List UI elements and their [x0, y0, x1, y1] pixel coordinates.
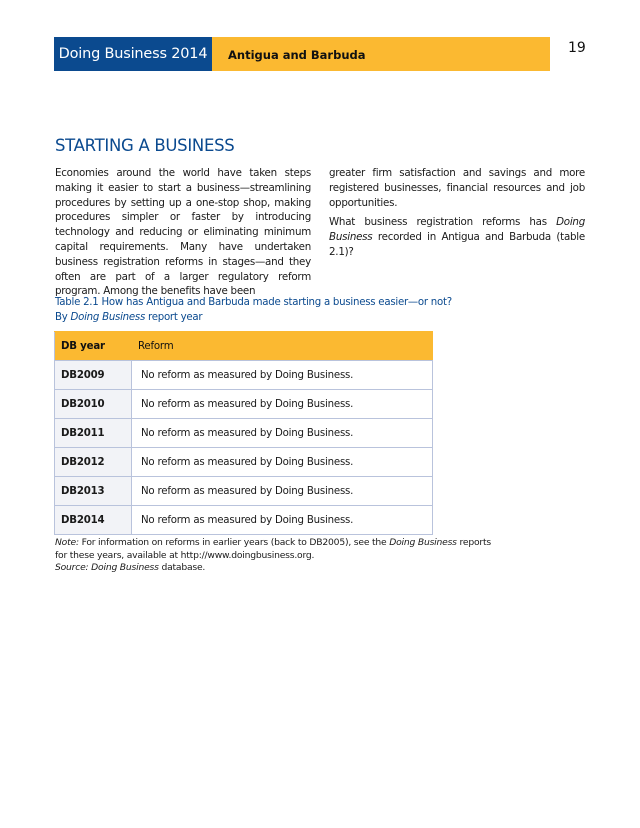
- reforms-table: [54, 331, 433, 535]
- db-year-cell: DB2011: [55, 419, 132, 448]
- text-run: report year: [145, 311, 203, 323]
- reform-cell: No reform as measured by Doing Business.: [132, 419, 433, 448]
- table-row: [55, 477, 433, 506]
- reform-cell: No reform as measured by Doing Business.: [132, 361, 433, 390]
- db-year-cell: DB2012: [55, 448, 132, 477]
- db-year-cell: DB2010: [55, 390, 132, 419]
- text-run: For information on reforms in earlier years (back to DB2005), see the: [78, 537, 390, 548]
- table-row: [55, 419, 433, 448]
- table-notes: [55, 537, 491, 575]
- db-year-cell: DB2009: [55, 361, 132, 390]
- column-header-db-year: DB year: [55, 332, 132, 361]
- table-caption-line2: [55, 311, 452, 326]
- body-column-right: [329, 166, 585, 265]
- emphasis-doing-business: Doing Business: [389, 537, 457, 548]
- country-banner: [212, 37, 550, 71]
- body-column-left: [55, 166, 311, 304]
- text-run: reports: [456, 537, 491, 548]
- table-row: [55, 448, 433, 477]
- table-caption-line1: Table 2.1 How has Antigua and Barbuda made starting a business easier—or not?: [55, 297, 452, 308]
- text-run: What business registration reforms has: [329, 216, 557, 229]
- publication-title-banner: [54, 37, 212, 71]
- reform-cell: No reform as measured by Doing Business.: [132, 390, 433, 419]
- reform-cell: No reform as measured by Doing Business.: [132, 448, 433, 477]
- body-paragraph-question: [329, 215, 585, 259]
- text-run: database.: [158, 562, 206, 573]
- country-name: Antigua and Barbuda: [228, 48, 366, 62]
- column-header-reform: Reform: [132, 332, 433, 361]
- table-header-row: [55, 332, 433, 361]
- reform-cell: No reform as measured by Doing Business.: [132, 506, 433, 535]
- table-caption: [55, 296, 452, 325]
- note-label: Note:: [55, 537, 79, 548]
- reform-cell: No reform as measured by Doing Business.: [132, 477, 433, 506]
- table-row: [55, 361, 433, 390]
- table-row: [55, 390, 433, 419]
- table-note-line2: for these years, available at http://www.doingbusiness.org.: [55, 549, 315, 561]
- db-year-cell: DB2013: [55, 477, 132, 506]
- table-source: [55, 562, 491, 575]
- table-row: [55, 506, 433, 535]
- db-year-cell: DB2014: [55, 506, 132, 535]
- emphasis-doing-business: Doing Business: [70, 311, 146, 323]
- body-paragraph: greater firm satisfaction and savings and more registered businesses, financial resources and job opportunities.: [329, 167, 585, 209]
- text-run: recorded in Antigua and Barbuda (table 2.1)?: [329, 231, 585, 258]
- page-number: 19: [568, 40, 586, 56]
- table-note: [55, 537, 491, 550]
- emphasis-doing-business: Doing Business: [329, 216, 585, 244]
- text-run: By: [55, 311, 71, 323]
- source-label: Source: Doing Business: [55, 562, 159, 573]
- section-heading: STARTING A BUSINESS: [55, 136, 235, 155]
- body-paragraph: Economies around the world have taken steps making it easier to start a business—streamlining procedures by setting up a one-stop shop, making procedures simpler or faster by introducing technology and reducing or eliminating minimum capital requirements. Many have undertaken business registration reforms in stages—and they often are part of a larger regulatory reform program. Among the benefits have been: [55, 167, 311, 298]
- publication-title: Doing Business 2014: [58, 46, 208, 62]
